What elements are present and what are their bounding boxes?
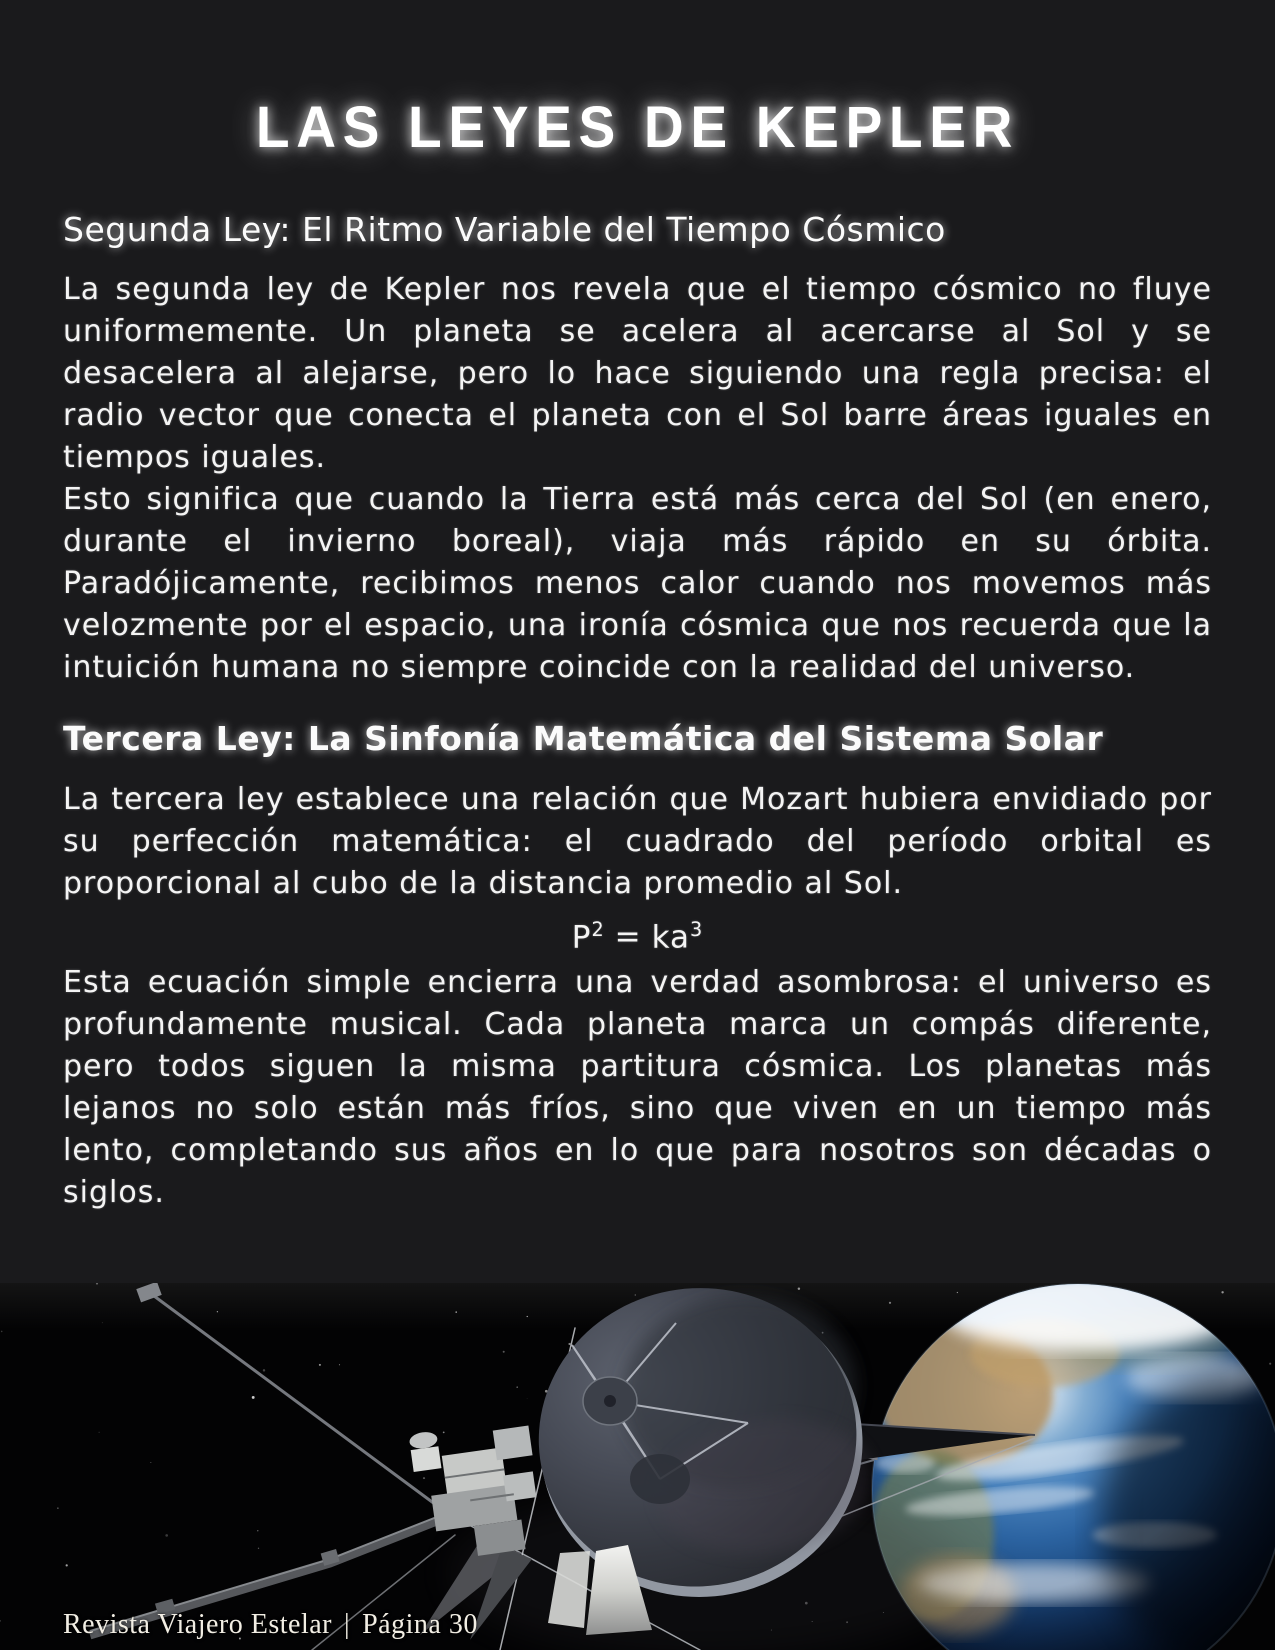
paragraph-tercera-intro: La tercera ley establece una relación que Mozart hubiera envidiado por su perfección matemática: el cuadrado del período orbital es proporcional al cubo de la distancia promedio al Sol.	[63, 781, 1212, 901]
paragraph-segunda-1: La segunda ley de Kepler nos revela que el tiempo cósmico no fluye uniformemente. Un planeta se acelera al acercarse al Sol y se desacelera al alejarse, pero lo hace siguiendo una regla precisa: el radio vector que conecta el planeta con el Sol barre áreas iguales en tiempos iguales.	[63, 272, 1212, 476]
formula-rhs: ka	[651, 919, 691, 956]
footer-page-number: Página 30	[362, 1609, 478, 1640]
formula-rhs-exponent: 3	[690, 917, 704, 941]
feed-horn	[630, 1454, 690, 1504]
paragraph-segunda-2: Esto significa que cuando la Tierra está más cerca del Sol (en enero, durante el invierno boreal), viaja más rápido en su órbita. Paradójicamente, recibimos menos calor cuando nos movemos más velozmente por el espacio, una ironía cósmica que nos recuerda que la intuición humana no siempre coincide con la realidad del universo.	[63, 482, 1212, 686]
formula-lhs: P	[571, 919, 592, 956]
page-footer	[63, 1609, 478, 1641]
footer-separator: |	[344, 1609, 351, 1640]
formula-relation: =	[614, 919, 642, 956]
section-tercera-ley	[63, 719, 1212, 1214]
page-title: LAS LEYES DE KEPLER	[255, 95, 1020, 160]
formula-lhs-exponent: 2	[591, 917, 605, 941]
space-illustration-svg	[0, 1283, 1275, 1650]
heading-tercera-ley: Tercera Ley: La Sinfonía Matemática del Sistema Solar	[63, 719, 1104, 759]
third-law-formula	[63, 909, 1212, 958]
paragraph-tercera-outro: Esta ecuación simple encierra una verdad asombrosa: el universo es profundamente musical. Cada planeta marca un compás diferente, pero todos siguen la misma partitura cósmica. Los planetas más lejanos no solo están más fríos, sino que viven en un tiempo más lento, completando sus años en lo que para nosotros son décadas o siglos.	[63, 965, 1212, 1211]
heading-segunda-ley: Segunda Ley: El Ritmo Variable del Tiempo Cósmico	[63, 209, 946, 249]
space-illustration	[0, 1283, 1275, 1650]
footer-magazine-name: Revista Viajero Estelar	[63, 1609, 332, 1640]
section-segunda-ley	[63, 210, 1212, 690]
